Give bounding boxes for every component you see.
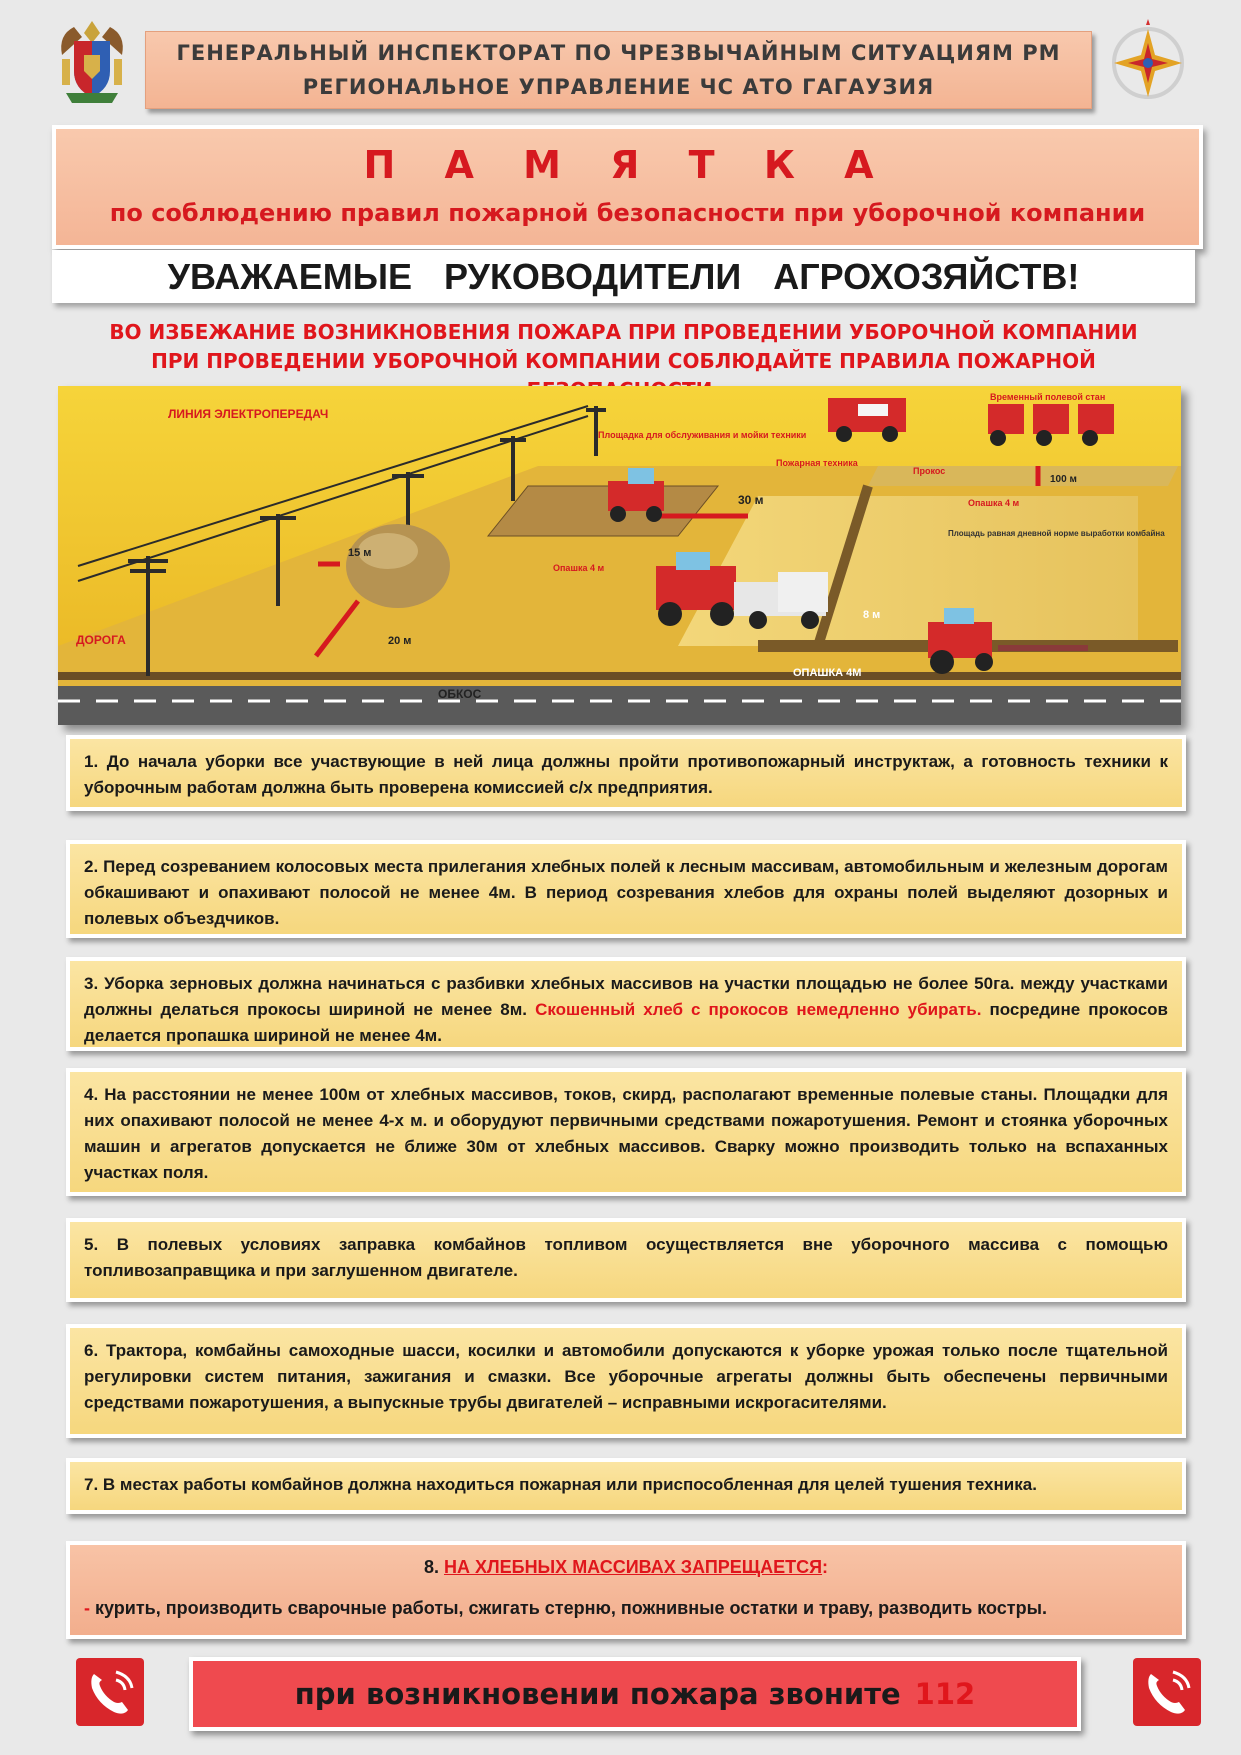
header-banner [145, 31, 1092, 109]
label-firebreak: Прокос [913, 466, 946, 476]
rule-8-dash: - [84, 1598, 90, 1618]
label-field-camp: Временный полевой стан [990, 392, 1106, 402]
rule-8-heading [70, 1557, 1182, 1578]
label-fire-vehicles: Пожарная техника [776, 458, 858, 468]
emergency-call-banner [189, 1657, 1081, 1731]
header-line-2: РЕГИОНАЛЬНОЕ УПРАВЛЕНИЕ ЧС АТО ГАГАУЗИЯ [302, 75, 935, 99]
phone-icon [1133, 1658, 1201, 1726]
header-line-1: ГЕНЕРАЛЬНЫЙ ИНСПЕКТОРАТ ПО ЧРЕЗВЫЧАЙНЫМ СИТУАЦИЯМ РМ [176, 41, 1061, 65]
footer-text: при возникновении пожара звоните [294, 1677, 901, 1711]
rule-8-number: 8. [423, 1557, 439, 1577]
label-plough-upper: Опашка 4 м [968, 498, 1020, 508]
rule-8-prohibitions [66, 1541, 1186, 1639]
rule-6: 6. Трактора, комбайны самоходные шасси, косилки и автомобили допускаются к уборке урожая только после тщательной регулировки систем питания, зажигания и смазки. Все уборочные агрегаты должны быть обеспечены первичными средствами пожаротушения, а выпускные трубы двигателей – исправными искрогасителями. [66, 1324, 1186, 1438]
phone-icon [76, 1658, 144, 1726]
coat-of-arms-icon [52, 15, 132, 107]
greeting-banner: УВАЖАЕМЫЕ РУКОВОДИТЕЛИ АГРОХОЗЯЙСТВ! [52, 250, 1195, 303]
fire-safety-illustration [58, 386, 1181, 725]
rule-3 [66, 957, 1186, 1051]
memo-title: П А М Я Т К А [363, 143, 892, 187]
rule-7: 7. В местах работы комбайнов должна находиться пожарная или приспособленная для целей тушения техника. [66, 1458, 1186, 1514]
label-20m: 20 м [388, 635, 412, 647]
label-power-line: ЛИНИЯ ЭЛЕКТРОПЕРЕДАЧ [168, 407, 329, 421]
intro-line-1: ВО ИЗБЕЖАНИЕ ВОЗНИКНОВЕНИЯ ПОЖАРА ПРИ ПРОВЕДЕНИИ УБОРОЧНОЙ КОМПАНИИ [109, 320, 1138, 344]
memo-subtitle: по соблюдению правил пожарной безопасности при уборочной компании [109, 199, 1146, 227]
label-service-area: Площадка для обслуживания и мойки техники [598, 430, 807, 440]
rule-8-colon: : [822, 1557, 829, 1577]
label-road: ДОРОГА [76, 633, 126, 647]
label-100m: 100 м [1050, 474, 1077, 485]
rule-3-text-b: посредине прокосов делается пропашка шириной не менее 4м. [84, 1000, 1168, 1045]
rule-3-warning: Скошенный хлеб с прокосов немедленно убирать. [535, 1000, 982, 1019]
memo-title-box [52, 125, 1203, 249]
emergency-service-emblem-icon [1102, 15, 1194, 107]
rule-1: 1. До начала уборки все участвующие в ней лица должны пройти противопожарный инструктаж, а готовность техники к уборочным работам должна быть проверена комиссией с/х предприятия. [66, 735, 1186, 811]
label-8m: 8 м [863, 609, 881, 621]
label-30m: 30 м [738, 493, 764, 507]
emergency-number: 112 [914, 1677, 976, 1711]
label-mowing: ОБКОС [438, 687, 482, 701]
rule-8-text: курить, производить сварочные работы, сжигать стерню, пожнивные остатки и траву, разводить костры. [95, 1598, 1047, 1618]
intro-line-2: ПРИ ПРОВЕДЕНИИ УБОРОЧНОЙ КОМПАНИИ СОБЛЮДАЙТЕ ПРАВИЛА ПОЖАРНОЙ [151, 349, 1096, 373]
rule-4: 4. На расстоянии не менее 100м от хлебных массивов, токов, скирд, располагают временные полевые станы. Площадки для них опахивают полосой не менее 4-х м. и оборудуют первичными средствами пожаротушения. Ремонт и стоянка уборочных машин и агрегатов допускается не ближе 30м от хлебных массивов. Сварку можно производить только на вспаханных участках поля. [66, 1068, 1186, 1196]
rule-2: 2. Перед созреванием колосовых места прилегания хлебных полей к лесным массивам, автомобильным и железным дорогам обкашивают и опахивают полосой не менее 4м. В период созревания хлебов для охраны полей выделяют дозорных и полевых объездчиков. [66, 840, 1186, 938]
label-plough-bottom: ОПАШКА 4М [793, 667, 862, 679]
label-area-note: Площадь равная дневной норме выработки комбайна [948, 529, 1165, 538]
rule-8-title: НА ХЛЕБНЫХ МАССИВАХ ЗАПРЕЩАЕТСЯ [443, 1557, 823, 1577]
rule-8-line [84, 1598, 1182, 1619]
rule-3-text-a: 3. Уборка зерновых должна начинаться с разбивки хлебных массивов на участки площадью не более 50га. между участками должны делаться прокосы шириной не менее 8м. [84, 974, 1168, 1019]
rule-5: 5. В полевых условиях заправка комбайнов топливом осуществляется вне уборочного массива с помощью топливозаправщика и при заглушенном двигателе. [66, 1218, 1186, 1302]
label-15m: 15 м [348, 547, 372, 559]
label-plough-haystack: Опашка 4 м [553, 563, 605, 573]
